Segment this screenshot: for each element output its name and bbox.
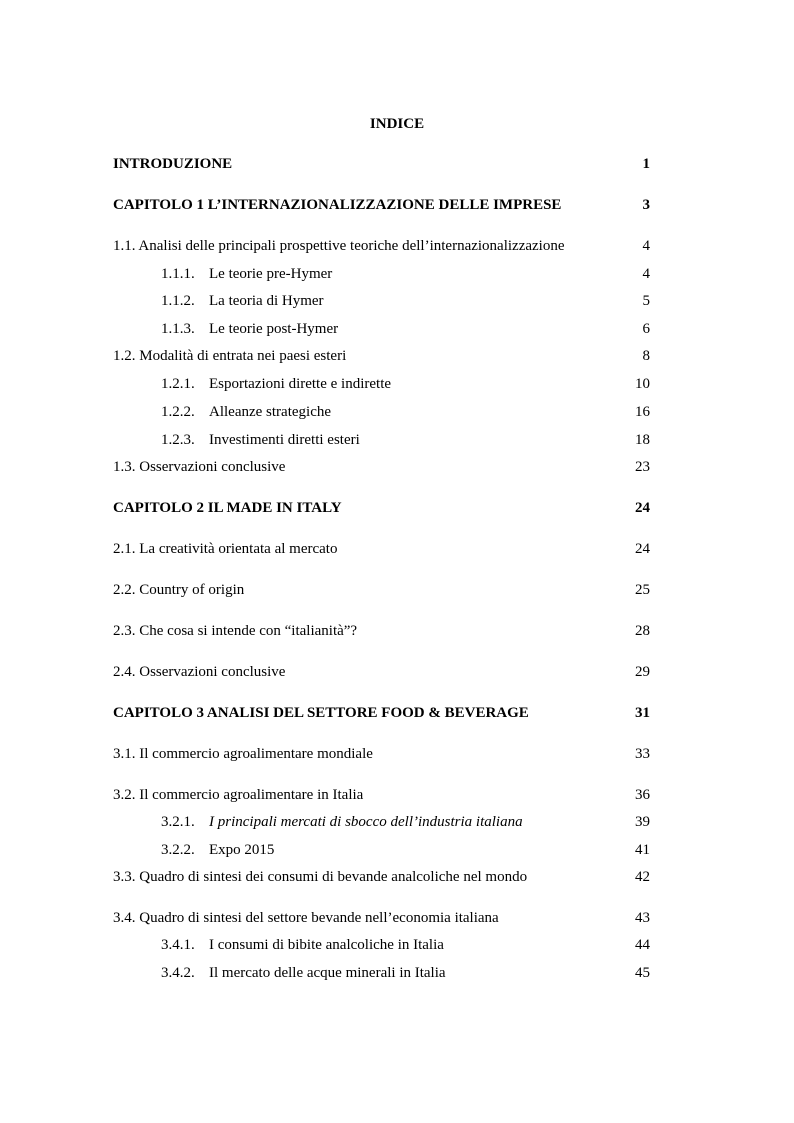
toc-entry-label: 3.3. Quadro di sintesi dei consumi di bevande analcoliche nel mondo xyxy=(113,869,528,885)
toc-entry-chapter-2[interactable] xyxy=(113,498,650,518)
page-title: INDICE xyxy=(369,116,425,132)
toc-entry-label: 2.4. Osservazioni conclusive xyxy=(113,664,286,680)
toc-entry-text: I consumi di bibite analcoliche in Italia xyxy=(209,937,444,953)
toc-entry-1-3[interactable] xyxy=(113,457,650,477)
toc-entry-text: Le teorie post-Hymer xyxy=(209,321,339,337)
toc-page-number: 5 xyxy=(642,293,650,309)
toc-page-number: 24 xyxy=(635,541,650,557)
toc-entry-1-2-2[interactable] xyxy=(161,402,650,422)
toc-entry-text: La teoria di Hymer xyxy=(209,293,324,309)
toc-entry-number: 1.2.2. xyxy=(161,404,195,420)
toc-page-number: 8 xyxy=(642,348,650,364)
toc-page-number: 29 xyxy=(635,664,650,680)
toc-entry-text: Esportazioni dirette e indirette xyxy=(209,376,392,392)
toc-entry-text: Expo 2015 xyxy=(209,842,275,858)
toc-entry-chapter-1[interactable] xyxy=(113,195,650,215)
toc-entry-number: 1.1.1. xyxy=(161,266,195,282)
toc-entry-2-2[interactable] xyxy=(113,580,650,600)
toc-entry-label xyxy=(161,430,360,450)
toc-entry-label: CAPITOLO 2 IL MADE IN ITALY xyxy=(113,500,342,516)
toc-page-number: 25 xyxy=(635,582,650,598)
toc-page-number: 10 xyxy=(635,376,650,392)
toc-entry-text: Il mercato delle acque minerali in Italia xyxy=(209,965,446,981)
toc-entry-3-1[interactable] xyxy=(113,744,650,764)
toc-entry-2-4[interactable] xyxy=(113,662,650,682)
toc-entry-number: 3.2.2. xyxy=(161,842,195,858)
toc-page-number: 36 xyxy=(635,787,650,803)
toc-entry-label xyxy=(161,963,446,983)
toc-entry-label xyxy=(161,264,332,284)
toc-entry-label: 3.4. Quadro di sintesi del settore bevande nell’economia italiana xyxy=(113,910,499,926)
toc-entry-1-1-2[interactable] xyxy=(161,291,650,311)
toc-entry-label: 1.3. Osservazioni conclusive xyxy=(113,459,286,475)
toc-page-number: 23 xyxy=(635,459,650,475)
toc-entry-1-2-3[interactable] xyxy=(161,430,650,450)
toc-entry-label xyxy=(161,402,331,422)
toc-page-number: 4 xyxy=(642,266,650,282)
toc-entry-label xyxy=(161,935,444,955)
toc-entry-3-2[interactable] xyxy=(113,785,650,805)
toc-page-number: 24 xyxy=(635,500,650,516)
toc-entry-3-4[interactable] xyxy=(113,908,650,928)
toc-entry-text: Alleanze strategiche xyxy=(209,404,332,420)
toc-entry-label: 2.1. La creatività orientata al mercato xyxy=(113,541,338,557)
toc-page-number: 6 xyxy=(642,321,650,337)
toc-entry-number: 1.2.3. xyxy=(161,432,195,448)
toc-entry-1-2[interactable] xyxy=(113,346,650,366)
toc-entry-label: 2.3. Che cosa si intende con “italianità”? xyxy=(113,623,358,639)
toc-entry-number: 1.1.2. xyxy=(161,293,195,309)
toc-entry-label: 1.1. Analisi delle principali prospettive teoriche dell’internazionalizzazione xyxy=(113,238,565,254)
toc-entry-introduzione[interactable] xyxy=(113,154,650,174)
toc-entry-text: Investimenti diretti esteri xyxy=(209,432,360,448)
toc-entry-number: 3.4.2. xyxy=(161,965,195,981)
toc-entry-3-2-1[interactable] xyxy=(161,812,650,832)
toc-page-number: 42 xyxy=(635,869,650,885)
toc-entry-2-3[interactable] xyxy=(113,621,650,641)
toc-entry-label xyxy=(161,840,274,860)
toc-page-number: 4 xyxy=(642,238,650,254)
toc-entry-number: 3.4.1. xyxy=(161,937,195,953)
toc-entry-3-2-2[interactable] xyxy=(161,840,650,860)
toc-entry-3-4-2[interactable] xyxy=(161,963,650,983)
toc-entry-number: 1.1.3. xyxy=(161,321,195,337)
toc-page-number: 3 xyxy=(642,197,650,213)
toc-entry-text: I principali mercati di sbocco dell’industria italiana xyxy=(209,814,523,830)
toc-entry-label: 3.1. Il commercio agroalimentare mondiale xyxy=(113,746,373,762)
toc-entry-3-4-1[interactable] xyxy=(161,935,650,955)
toc-entry-3-3[interactable] xyxy=(113,867,650,887)
toc-entry-label xyxy=(161,374,391,394)
toc-entry-label: CAPITOLO 3 ANALISI DEL SETTORE FOOD & BEVERAGE xyxy=(113,705,529,721)
toc-entry-label: CAPITOLO 1 L’INTERNAZIONALIZZAZIONE DELLE IMPRESE xyxy=(113,197,562,213)
toc-page-number: 45 xyxy=(635,965,650,981)
toc-entry-label xyxy=(161,319,338,339)
toc-entry-number: 1.2.1. xyxy=(161,376,195,392)
toc-page-number: 33 xyxy=(635,746,650,762)
toc-entry-label xyxy=(161,812,523,832)
toc-page-number: 31 xyxy=(635,705,650,721)
toc-entry-1-1[interactable] xyxy=(113,236,650,256)
toc-entry-label: 1.2. Modalità di entrata nei paesi esteri xyxy=(113,348,347,364)
toc-entry-label xyxy=(161,291,324,311)
toc-entry-chapter-3[interactable] xyxy=(113,703,650,723)
toc-page-number: 44 xyxy=(635,937,650,953)
toc-entry-number: 3.2.1. xyxy=(161,814,195,830)
toc-page-number: 43 xyxy=(635,910,650,926)
toc-entry-1-2-1[interactable] xyxy=(161,374,650,394)
toc-entry-1-1-3[interactable] xyxy=(161,319,650,339)
toc-page-number: 1 xyxy=(642,156,650,172)
toc-page-number: 16 xyxy=(635,404,650,420)
toc-entry-label: 3.2. Il commercio agroalimentare in Italia xyxy=(113,787,364,803)
toc-page-number: 41 xyxy=(635,842,650,858)
toc-entry-label: INTRODUZIONE xyxy=(113,156,233,172)
toc-page-number: 39 xyxy=(635,814,650,830)
toc-entry-2-1[interactable] xyxy=(113,539,650,559)
toc-entry-label: 2.2. Country of origin xyxy=(113,582,245,598)
toc-page-number: 18 xyxy=(635,432,650,448)
toc-entry-text: Le teorie pre-Hymer xyxy=(209,266,333,282)
toc-entry-1-1-1[interactable] xyxy=(161,264,650,284)
toc-page-number: 28 xyxy=(635,623,650,639)
